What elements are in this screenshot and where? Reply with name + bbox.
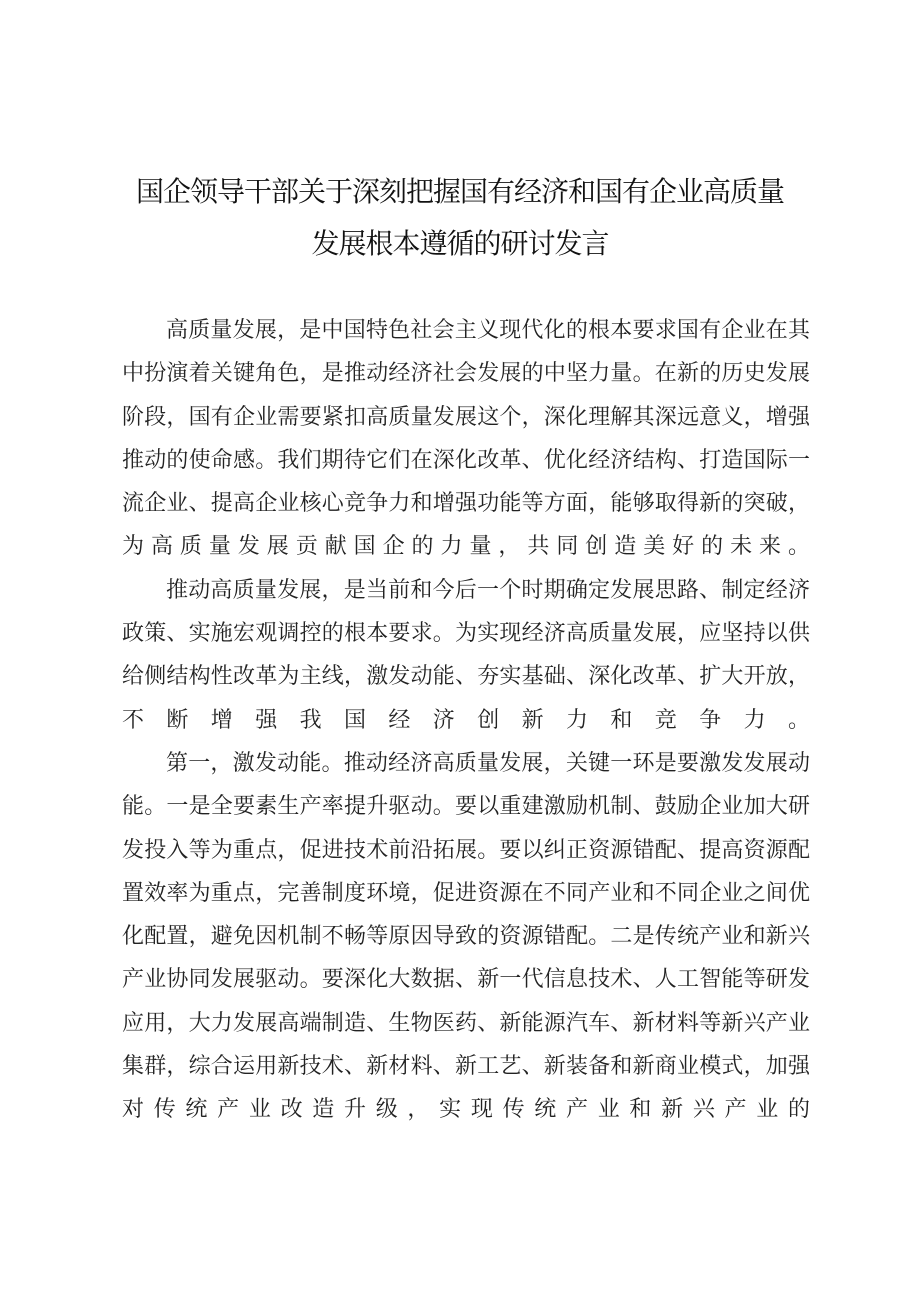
document-body xyxy=(122,309,810,1132)
paragraph-1: 高质量发展，是中国特色社会主义现代化的根本要求国有企业在其中扮演着关键角色，是推动经济社会发展的中坚力量。在新的历史发展阶段，国有企业需要紧扣高质量发展这个，深化理解其深远意义，增强推动的使命感。我们期待它们在深化改革、优化经济结构、打造国际一流企业、提高企业核心竞争力和增强功能等方面，能够取得新的突破，为高质量发展贡献国企的力量，共同创造美好的未来。 xyxy=(122,318,810,560)
title-line-2: 发展根本遵循的研讨发言 xyxy=(311,227,609,260)
document-title xyxy=(100,166,820,270)
title-line-1: 国企领导干部关于深刻把握国有经济和国有企业高质量 xyxy=(135,175,784,208)
paragraph-3: 第一，激发动能。推动经济高质量发展，关键一环是要激发发展动能。一是全要素生产率提升驱动。要以重建激励机制、鼓励企业加大研发投入等为重点，促进技术前沿拓展。要以纠正资源错配、提高资源配置效率为重点，完善制度环境，促进资源在不同产业和不同企业之间优化配置，避免因机制不畅等原因导致的资源错配。二是传统产业和新兴产业协同发展驱动。要深化大数据、新一代信息技术、人工智能等研发应用，大力发展高端制造、生物医药、新能源汽车、新材料等新兴产业集群，综合运用新技术、新材料、新工艺、新装备和新商业模式，加强对传统产业改造升级，实现传统产业和新兴产业的 xyxy=(122,750,810,1123)
paragraph-2: 推动高质量发展，是当前和今后一个时期确定发展思路、制定经济政策、实施宏观调控的根本要求。为实现经济高质量发展，应坚持以供给侧结构性改革为主线，激发动能、夯实基础、深化改革、扩大开放，不断增强我国经济创新力和竞争力。 xyxy=(122,577,810,733)
